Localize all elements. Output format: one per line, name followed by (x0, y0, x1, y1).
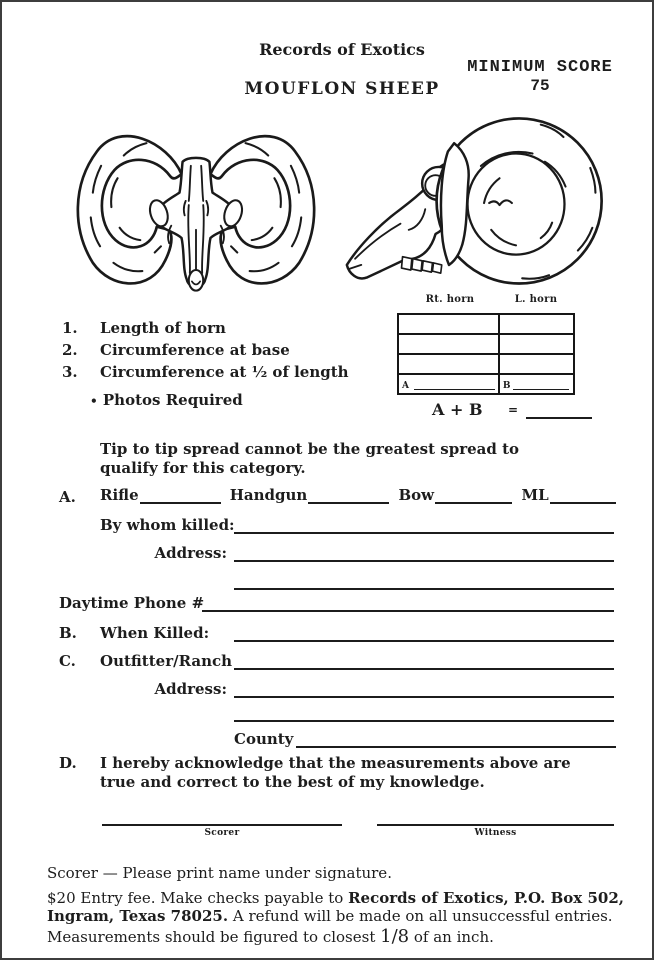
address-a-field-line1[interactable] (234, 560, 614, 562)
cell-label-a: A (402, 381, 409, 391)
entry-fee-address-line1: Records of Exotics, P.O. Box 502, (348, 889, 625, 907)
item-2-number: 2. (62, 341, 78, 359)
by-whom-killed-label: By whom killed: (100, 516, 235, 534)
witness-signature-label: Witness (474, 828, 517, 838)
measure-suffix: of an inch. (409, 928, 494, 946)
cell-label-b: B (502, 381, 511, 391)
score-row-total (399, 375, 573, 393)
item-3-number: 3. (62, 363, 78, 381)
total-a-line[interactable] (414, 389, 495, 390)
entry-fee-note (47, 889, 627, 925)
address-a-label: Address: (154, 544, 227, 562)
mouflon-skull-side-illustration (338, 104, 628, 300)
scorer-signature-line[interactable] (102, 824, 342, 826)
column-header-left-horn: L. horn (514, 294, 558, 305)
measurement-item-2 (62, 341, 290, 359)
ml-label: ML (521, 486, 549, 504)
section-a-letter: A. (59, 488, 76, 506)
measurement-item-1 (62, 319, 226, 337)
score-cell-left-2[interactable] (500, 335, 573, 353)
minimum-score-label: MINIMUM SCORE (467, 58, 613, 77)
bullet-icon: • (90, 394, 98, 408)
score-row-1 (399, 315, 573, 335)
outfitter-ranch-label: Outfitter/Ranch (100, 652, 233, 670)
daytime-phone-label: Daytime Phone # (59, 594, 205, 612)
outfitter-ranch-field[interactable] (234, 668, 614, 670)
column-header-right-horn: Rt. horn (425, 294, 475, 305)
score-cell-right-2[interactable] (399, 335, 500, 353)
handgun-label: Handgun (229, 486, 308, 504)
score-row-2 (399, 335, 573, 355)
equals-sign: = (508, 403, 519, 417)
minimum-score-value: 75 (530, 77, 550, 95)
photos-required-note (90, 391, 243, 409)
section-b-letter: B. (59, 624, 77, 642)
daytime-phone-field[interactable] (202, 610, 614, 612)
score-cell-right-3[interactable] (399, 355, 500, 373)
species-title: MOUFLON SHEEP (244, 79, 440, 99)
score-cell-right-1[interactable] (399, 315, 500, 333)
entry-fee-address-line2: Ingram, Texas 78025. (47, 907, 229, 925)
total-b-line[interactable] (513, 389, 569, 390)
when-killed-label: When Killed: (100, 624, 210, 642)
measure-fraction: 1/8 (380, 926, 410, 947)
scorer-signature-label: Scorer (204, 828, 240, 838)
sum-total-line[interactable] (526, 417, 592, 419)
witness-signature-line[interactable] (377, 824, 614, 826)
weapon-fields-row (100, 486, 616, 504)
ml-field[interactable] (550, 487, 616, 504)
rifle-label: Rifle (100, 486, 139, 504)
measurement-item-3 (62, 363, 349, 381)
rifle-field[interactable] (140, 487, 221, 504)
address-a-field-line2[interactable] (234, 588, 614, 590)
acknowledgement-statement: I hereby acknowledge that the measurements above are true and correct to the best of my knowledge. (100, 754, 571, 791)
photos-required-label: Photos Required (102, 391, 243, 409)
when-killed-field[interactable] (234, 640, 614, 642)
county-field[interactable] (296, 746, 616, 748)
score-row-3 (399, 355, 573, 375)
handgun-field[interactable] (308, 487, 389, 504)
item-1-label: Length of horn (100, 319, 226, 337)
bow-label: Bow (398, 486, 435, 504)
org-title: Records of Exotics (259, 40, 425, 59)
address-c-label: Address: (154, 680, 227, 698)
section-d-letter: D. (59, 754, 77, 772)
entry-fee-suffix: A refund will be made on all unsuccessful entries. (228, 907, 613, 925)
entry-fee-prefix: $20 Entry fee. Make checks payable to (47, 889, 349, 907)
scorer-print-note: Scorer — Please print name under signature. (47, 864, 392, 882)
bow-field[interactable] (435, 487, 512, 504)
score-cell-left-1[interactable] (500, 315, 573, 333)
measurement-precision-note (47, 928, 627, 946)
measure-prefix: Measurements should be figured to closest (47, 928, 381, 946)
item-1-number: 1. (62, 319, 78, 337)
qualify-note: Tip to tip spread cannot be the greatest spread to qualify for this category. (100, 440, 520, 477)
score-cell-total-b[interactable] (500, 375, 573, 393)
by-whom-killed-field[interactable] (234, 532, 614, 534)
address-c-field-line1[interactable] (234, 696, 614, 698)
sum-formula-label: A + B (432, 400, 483, 419)
item-3-label: Circumference at ½ of length (100, 363, 349, 381)
mouflon-skull-front-illustration (50, 106, 342, 302)
score-cell-left-3[interactable] (500, 355, 573, 373)
county-label: County (234, 730, 294, 748)
score-cell-total-a[interactable] (399, 375, 500, 393)
item-2-label: Circumference at base (100, 341, 290, 359)
horn-score-table (397, 313, 575, 395)
section-c-letter: C. (59, 652, 76, 670)
address-c-field-line2[interactable] (234, 720, 614, 722)
